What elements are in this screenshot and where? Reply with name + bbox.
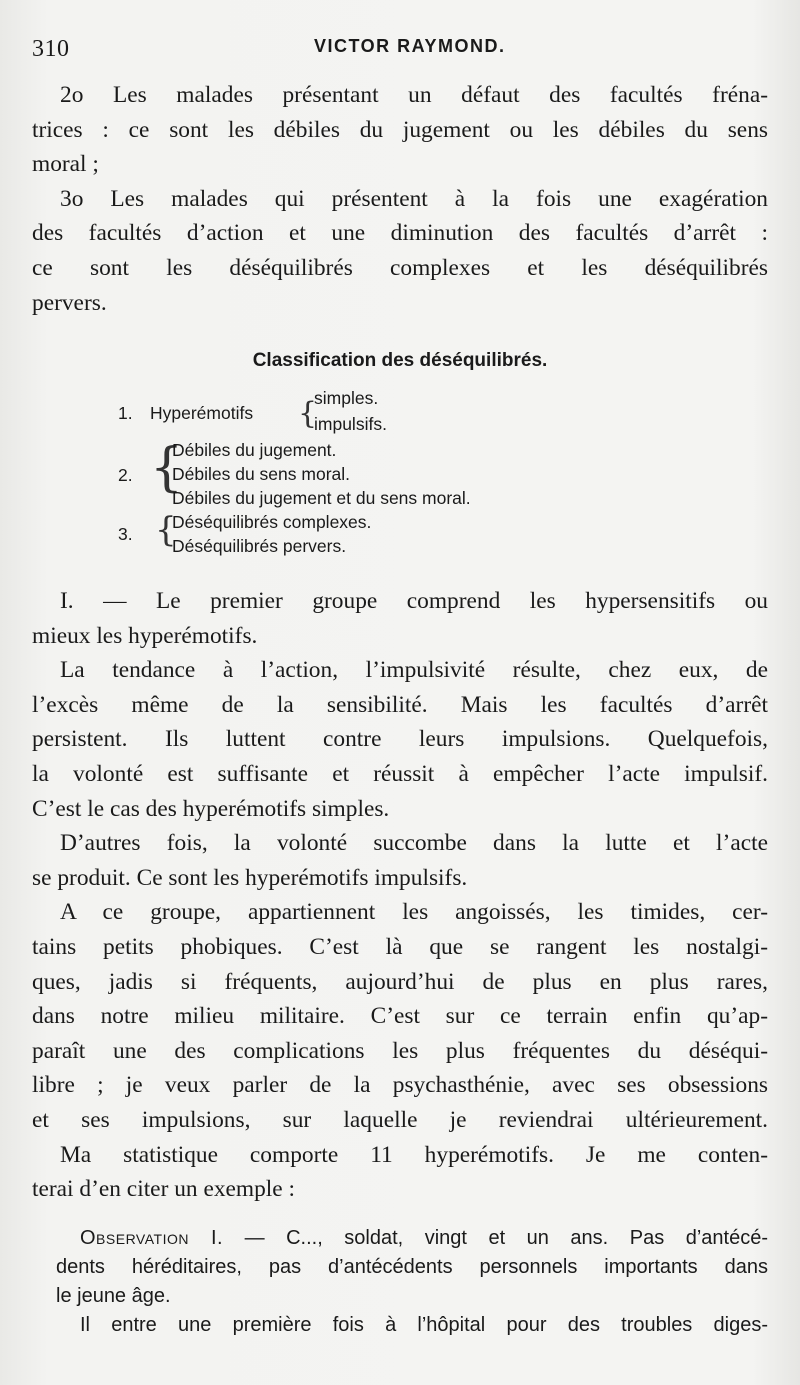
group-2-item: Débiles du jugement.	[172, 440, 337, 460]
text-line: C’est le cas des hyperémotifs simples.	[32, 795, 390, 822]
text-line: pervers.	[32, 289, 107, 316]
observation-line: Il entre une première fois à l’hôpital pour des troubles diges-	[80, 1314, 768, 1336]
text-line: se produit. Ce sont les hyperémotifs impulsifs.	[32, 864, 468, 891]
text-line: A ce groupe, appartiennent les angoissés, les timides, cer-	[60, 899, 768, 926]
running-head: VICTOR RAYMOND.	[314, 36, 506, 56]
page-header	[32, 32, 768, 62]
group-1-number: 1.	[118, 403, 133, 423]
group-2-number: 2.	[118, 465, 133, 485]
observation-continued	[56, 1253, 768, 1340]
group-1-item: impulsifs.	[314, 414, 387, 434]
text-line: D’autres fois, la volonté succombe dans la lutte et l’acte	[60, 830, 768, 857]
page-number: 310	[32, 36, 70, 62]
text-line: la volonté est suffisante et réussit à empêcher l’acte impulsif.	[32, 760, 768, 787]
text-line: 2o Les malades présentant un défaut des facultés fréna-	[60, 82, 768, 108]
observation-line: dents héréditaires, pas d’antécédents personnels importants dans	[56, 1256, 768, 1278]
section-one	[32, 584, 768, 1207]
group-1-label: Hyperémotifs	[150, 403, 254, 423]
brace-icon: {	[150, 438, 184, 498]
text-line: terai d’en citer un exemple :	[32, 1176, 296, 1203]
observation-block	[56, 1224, 768, 1253]
brace-icon: {	[155, 510, 177, 550]
text-line: dans notre milieu militaire. C’est sur ce terrain enfin qu’ap-	[32, 1003, 768, 1030]
text-line: tains petits phobiques. C’est là que se rangent les nostalgi-	[32, 933, 768, 960]
text-line: libre ; je veux parler de la psychasthénie, avec ses obsessions	[32, 1072, 768, 1099]
text-line: paraît une des complications les plus fréquentes du déséqui-	[32, 1037, 768, 1064]
text-line: moral ;	[32, 151, 99, 178]
classification-title: Classification des déséquilibrés.	[252, 350, 548, 371]
text-line: ce sont les déséquilibrés complexes et les déséquilibrés	[32, 254, 768, 281]
text-line: La tendance à l’action, l’impulsivité résulte, chez eux, de	[60, 657, 768, 684]
observation-line: le jeune âge.	[56, 1285, 171, 1307]
group-3-item: Déséquilibrés complexes.	[172, 512, 372, 532]
text-line: persistent. Ils luttent contre leurs impulsions. Quelquefois,	[32, 726, 768, 753]
brace-icon: {	[298, 396, 318, 431]
group-3-number: 3.	[118, 524, 133, 544]
text-line: I. — Le premier groupe comprend les hypersensitifs ou	[60, 588, 768, 614]
text-line: 3o Les malades qui présentent à la fois une exagération	[60, 185, 768, 212]
text-line: l’excès même de la sensibilité. Mais les facultés d’arrêt	[32, 691, 768, 718]
text-line: et ses impulsions, sur laquelle je reviendrai ultérieurement.	[32, 1106, 768, 1133]
observation-line	[80, 1224, 768, 1253]
intro-paragraphs	[32, 78, 768, 320]
observation-text: — C..., soldat, vingt et un ans. Pas d’antécé-	[223, 1227, 768, 1249]
text-line: ques, jadis si fréquents, aujourd’hui de plus en plus rares,	[32, 968, 768, 995]
text-line: mieux les hyperémotifs.	[32, 622, 258, 649]
observation-label: Observation I.	[80, 1227, 224, 1249]
group-2-item: Débiles du sens moral.	[172, 464, 350, 484]
text-line: des facultés d’action et une diminution des facultés d’arrêt :	[32, 220, 768, 247]
text-line: trices : ce sont les débiles du jugement ou les débiles du sens	[32, 116, 768, 143]
group-3-item: Déséquilibrés pervers.	[172, 536, 347, 556]
group-2-item: Débiles du jugement et du sens moral.	[172, 488, 471, 508]
group-1-item: simples.	[314, 388, 379, 408]
text-line: Ma statistique comporte 11 hyperémotifs. Je me conten-	[60, 1141, 768, 1168]
